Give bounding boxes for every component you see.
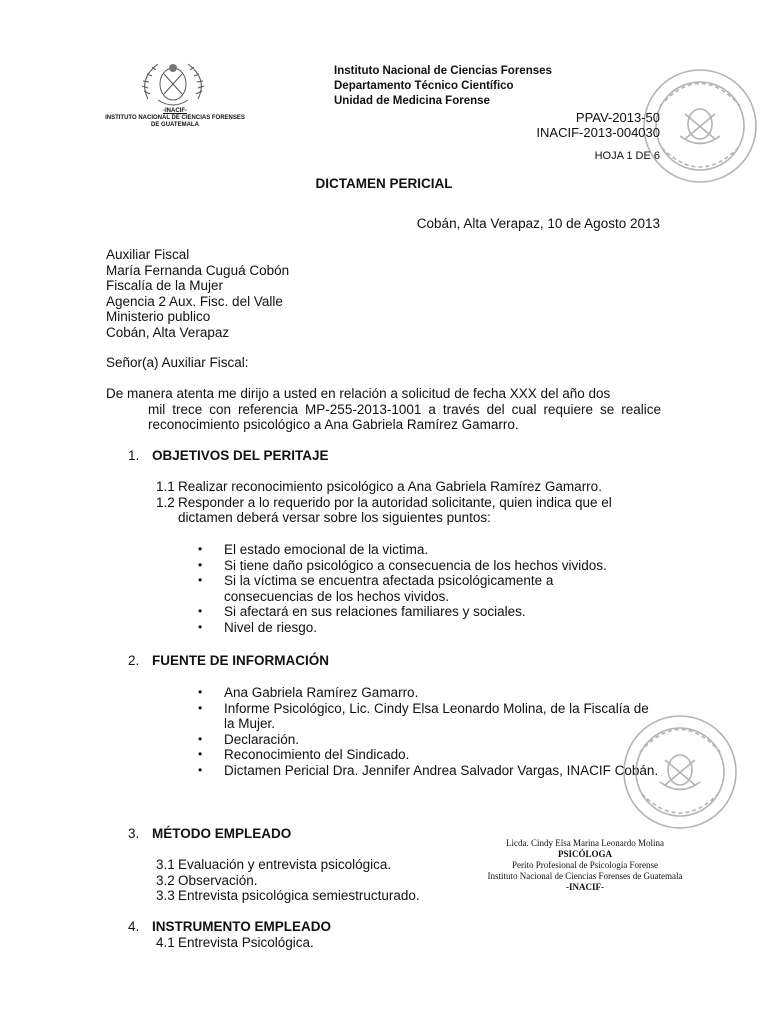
inacif-emblem-logo [128, 54, 218, 114]
metodo-list [156, 857, 420, 904]
bullet-item: • Nivel de riesgo. [198, 619, 318, 635]
bullet-icon: • [198, 747, 203, 761]
bullet-item: • Si afectará en sus relaciones familiares y sociales. [198, 604, 526, 619]
list-item [156, 495, 662, 526]
item-number: 3.3 [156, 888, 175, 903]
section-number: 3. [128, 826, 140, 841]
item-text: Entrevista Psicológica. [178, 935, 314, 950]
page-count: HOJA 1 DE 6 [594, 150, 660, 162]
addressee-line: Fiscalía de la Mujer [106, 278, 224, 293]
item-number: 1.2 [156, 494, 175, 510]
list-item [156, 479, 662, 495]
letterhead-line-3: Unidad de Medicina Forense [334, 95, 490, 107]
logo-name-line-1: INSTITUTO NACIONAL DE CIENCIAS FORENSES [105, 115, 245, 121]
addressee-line: Agencia 2 Aux. Fisc. del Valle [106, 293, 283, 309]
intro-paragraph [106, 386, 661, 433]
list-item [156, 857, 420, 873]
objetivos-bullets [198, 542, 662, 635]
item-text: Responder a lo requerido por la autoridad solicitante, quien indica que el [178, 494, 612, 510]
item-number: 3.1 [156, 857, 175, 872]
bullet-item: • Si tiene daño psicológico a consecuencia de los hechos vividos. [198, 557, 607, 573]
signature-position: Perito Profesional de Psicología Forense [512, 860, 658, 870]
greeting: Señor(a) Auxiliar Fiscal: [106, 355, 249, 370]
bullet-icon: • [198, 619, 203, 634]
reference-inacif: INACIF-2013-004030 [536, 125, 660, 140]
instrumento-list [156, 935, 314, 951]
bullet-icon: • [198, 542, 203, 556]
section-title: OBJETIVOS DEL PERITAJE [152, 448, 329, 463]
addressee-block [106, 247, 289, 340]
letterhead-line-1: Instituto Nacional de Ciencias Forenses [334, 65, 552, 77]
addressee-line: María Fernanda Cuguá Cobón [106, 262, 290, 278]
document-date: Cobán, Alta Verapaz, 10 de Agosto 2013 [416, 216, 660, 231]
list-item [156, 888, 420, 904]
logo-institution-name [100, 108, 250, 129]
list-item [156, 873, 420, 889]
section-heading-metodo [128, 826, 291, 842]
logo-name-line-2: DE GUATEMALA [151, 122, 199, 128]
section-heading-fuente [128, 653, 329, 669]
item-text: Realizar reconocimiento psicológico a Ana Gabriela Ramírez Gamarro. [178, 479, 602, 494]
fuente-bullets [198, 685, 662, 778]
bullet-item: • Declaración. [198, 731, 300, 747]
intro-first-line: De manera atenta me dirijo a usted en relación a solicitud de fecha XXX del año dos [106, 386, 611, 401]
bullet-icon: • [198, 762, 203, 777]
bullet-item: • Reconocimiento del Sindicado. [198, 747, 410, 762]
item-text: Observación. [178, 872, 258, 888]
reference-ppav: PPAV-2013-50 [575, 110, 660, 125]
section-heading-instrumento [128, 919, 331, 935]
section-title: MÉTODO EMPLEADO [152, 826, 292, 841]
bullet-item: • Si la víctima se encuentra afectada psicológicamente a consecuencias de los hechos vividos. [198, 573, 554, 604]
signature-role: PSICÓLOGA [557, 849, 612, 859]
letterhead-line-2: Departamento Técnico Científico [334, 80, 514, 92]
bullet-icon: • [198, 731, 203, 746]
item-text: Evaluación y entrevista psicológica. [178, 857, 392, 872]
bullet-item: • El estado emocional de la victima. [198, 542, 429, 557]
intro-continuation: mil trece con referencia MP-255-2013-1001 a través del cual requiere se realice reconocimiento psicológico a Ana Gabriela Ramírez Gamarro. [148, 401, 661, 432]
signature-block [470, 838, 700, 893]
signature-institution: Instituto Nacional de Ciencias Forenses de Guatemala [487, 871, 683, 881]
signature-name: Licda. Cindy Elsa Marina Leonardo Molina [506, 838, 664, 848]
item-number: 1.1 [156, 479, 175, 494]
item-text-continuation: dictamen deberá versar sobre los siguientes puntos: [178, 510, 491, 525]
bullet-icon: • [198, 700, 203, 715]
document-title: DICTAMEN PERICIAL [315, 176, 453, 191]
item-number: 4.1 [156, 935, 175, 950]
addressee-line: Cobán, Alta Verapaz [106, 324, 230, 340]
addressee-line: Auxiliar Fiscal [106, 247, 190, 262]
bullet-icon: • [198, 685, 203, 699]
section-title: INSTRUMENTO EMPLEADO [152, 919, 332, 934]
section-number: 4. [128, 919, 140, 934]
item-text: Entrevista psicológica semiestructurado. [178, 888, 420, 903]
objetivos-list [156, 479, 662, 526]
bullet-item: • Informe Psicológico, Lic. Cindy Elsa Leonardo Molina, de la Fiscalía de la Mujer. [198, 700, 649, 731]
section-title: FUENTE DE INFORMACIÓN [152, 653, 329, 668]
bullet-icon: • [198, 573, 203, 587]
letterhead [334, 64, 552, 109]
list-item [156, 935, 314, 951]
bullet-item: • Dictamen Pericial Dra. Jennifer Andrea Salvador Vargas, INACIF Cobán. [198, 762, 659, 778]
section-number: 2. [128, 653, 140, 668]
section-number: 1. [128, 448, 140, 463]
bullet-icon: • [198, 604, 203, 618]
logo-acronym: -INACIF- [163, 108, 187, 114]
bullet-icon: • [198, 557, 203, 572]
case-reference [536, 110, 660, 140]
addressee-line: Ministerio publico [106, 309, 211, 324]
item-number: 3.2 [156, 872, 175, 888]
official-seal-stamp [620, 712, 740, 832]
signature-acronym: -INACIF- [566, 882, 604, 892]
bullet-item: • Ana Gabriela Ramírez Gamarro. [198, 685, 419, 700]
section-heading-objetivos [128, 448, 329, 464]
